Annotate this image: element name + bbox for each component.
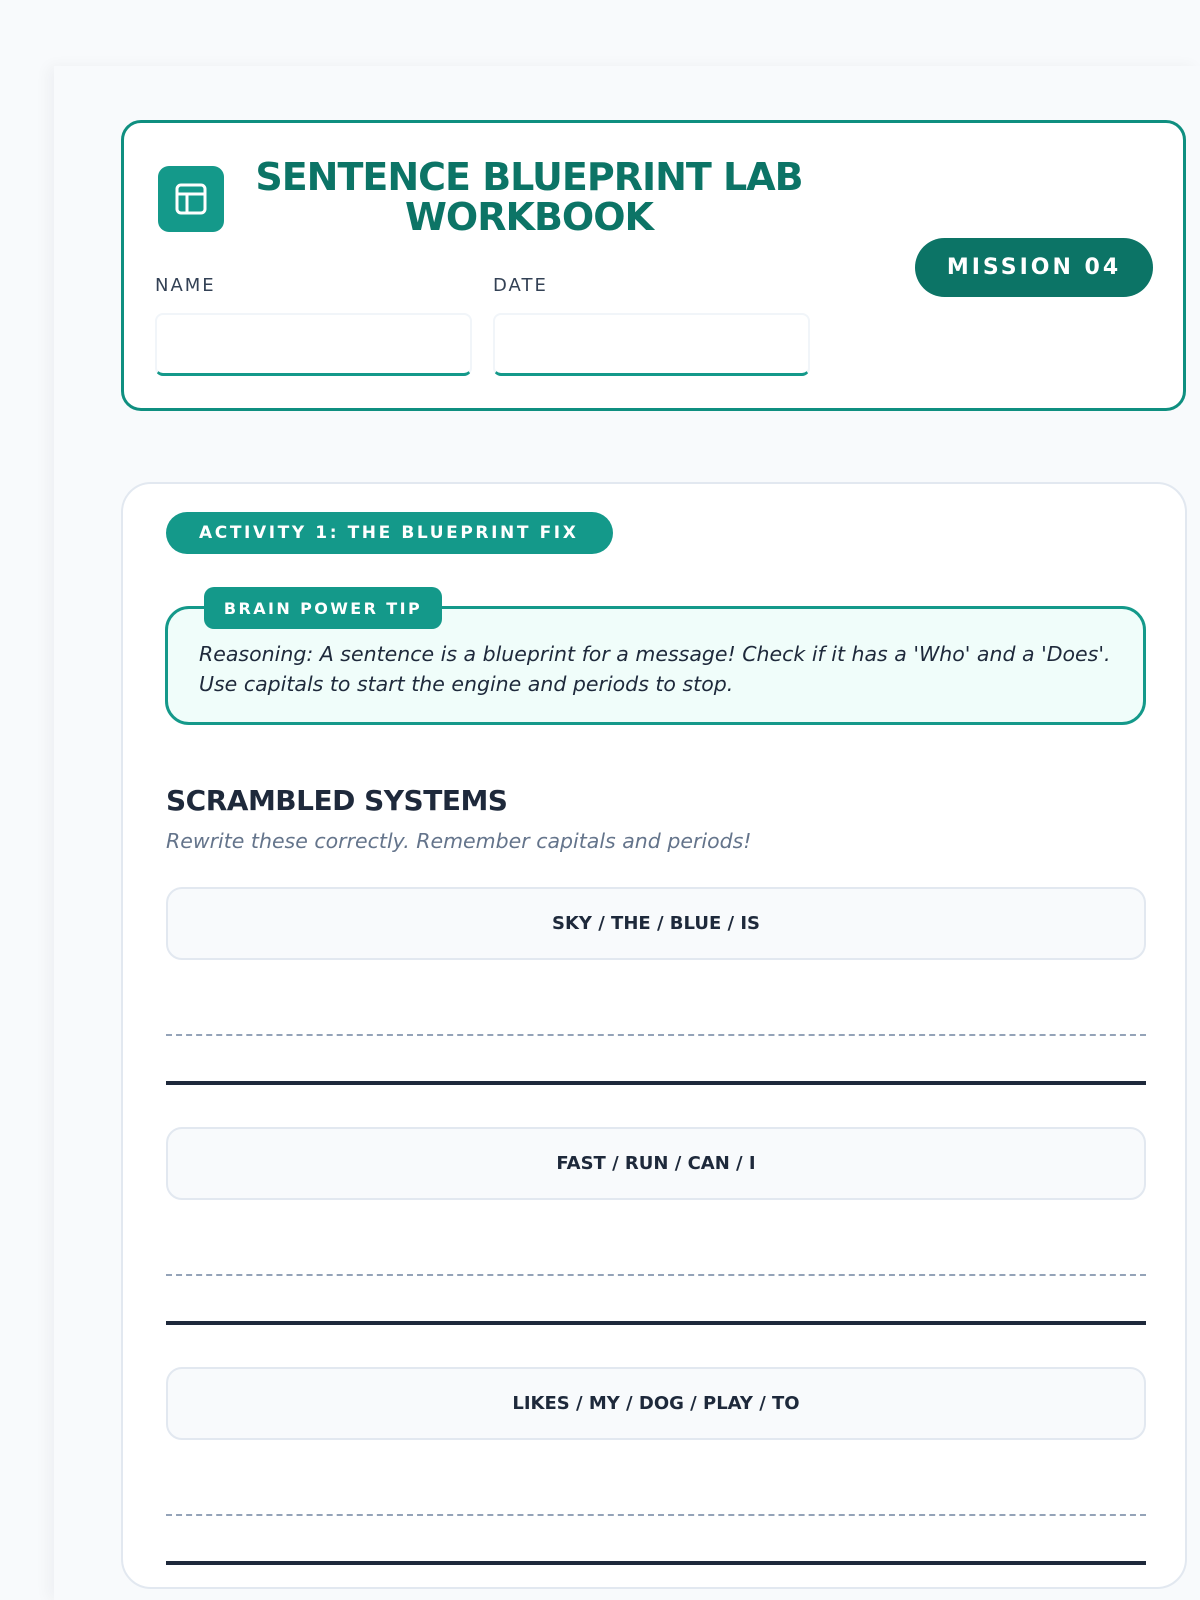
guide-line-dashed-3[interactable] [166,1514,1146,1516]
name-input[interactable] [155,313,472,376]
guide-line-dashed-1[interactable] [166,1034,1146,1036]
layout-icon [158,166,224,232]
section-subtitle: Rewrite these correctly. Remember capitals and periods! [166,829,752,853]
activity-label: ACTIVITY 1: THE BLUEPRINT FIX [166,512,613,554]
writing-line-3[interactable] [166,1561,1146,1565]
writing-line-1[interactable] [166,1081,1146,1085]
scramble-box-2: FAST / RUN / CAN / I [166,1127,1146,1200]
date-input[interactable] [493,313,810,376]
title-line-1: SENTENCE BLUEPRINT LAB [255,155,803,199]
mission-badge: MISSION 04 [915,238,1153,297]
date-label: DATE [493,275,548,296]
tip-text: Reasoning: A sentence is a blueprint for a message! Check if it has a 'Who' and a 'Does'. Use capitals to start the engine and periods to stop. [199,642,1111,696]
section-title: SCRAMBLED SYSTEMS [166,784,508,817]
activity-card [121,482,1187,1589]
scramble-box-1: SKY / THE / BLUE / IS [166,887,1146,960]
title-line-2: WORKBOOK [405,195,653,239]
tip-tag: BRAIN POWER TIP [204,587,442,629]
header-card [121,120,1186,411]
writing-line-2[interactable] [166,1321,1146,1325]
scramble-box-3: LIKES / MY / DOG / PLAY / TO [166,1367,1146,1440]
page-title [244,157,814,237]
guide-line-dashed-2[interactable] [166,1274,1146,1276]
name-label: NAME [155,275,216,296]
